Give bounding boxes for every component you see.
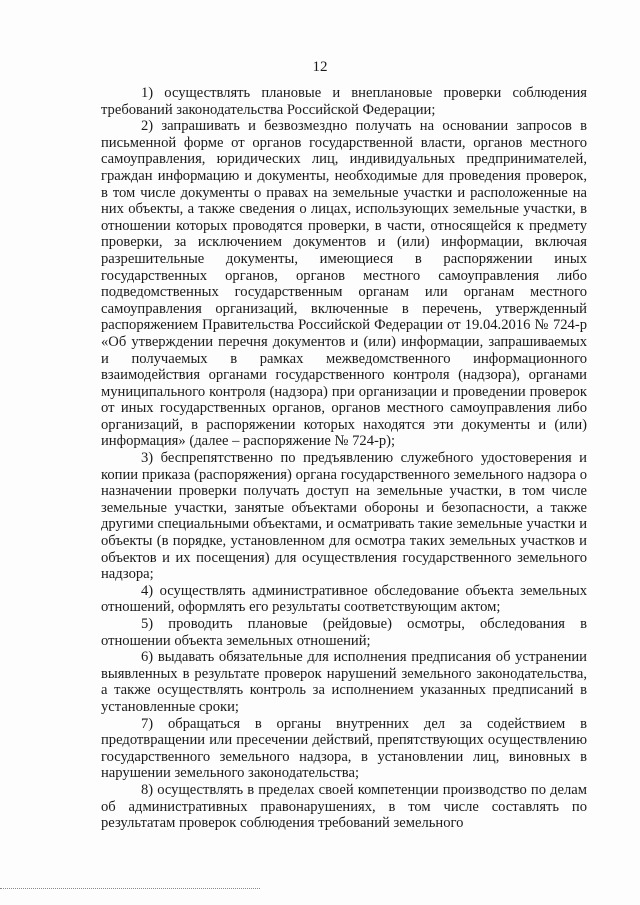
body-text [101,85,587,832]
paragraph-6: 6) выдавать обязательные для исполнения предписания об устранении выявленных в результате проверок нарушений земельного законодательства, а также осуществлять контроль за исполнением указанных предписаний в установленные сроки; [101,649,587,715]
paragraph-3: 3) беспрепятственно по предъявлению служебного удостоверения и копии приказа (распоряжения) органа государственного земельного надзора о назначении проверки получать доступ на земельные участки, в том числе земельные участки, занятые объектами обороны и безопасности, а также другими специальными объектами, и осматривать такие земельные участки и объекты (в порядке, установленном для осмотра таких земельных участков и объектов и их посещения) для осуществления государственного земельного надзора; [101,450,587,583]
paragraph-1: 1) осуществлять плановые и внеплановые проверки соблюдения требований законодательства Российской Федерации; [101,85,587,118]
paragraph-7: 7) обращаться в органы внутренних дел за содействием в предотвращении или пресечении действий, препятствующих осуществлению государственного земельного надзора, в установлении лиц, виновных в нарушении земельного законодательства; [101,715,587,782]
page-number: 12 [312,59,328,75]
paragraph-2: 2) запрашивать и безвозмездно получать на основании запросов в письменной форме от органов государственной власти, органов местного самоуправления, юридических лиц, индивидуальных предпринимателей, граждан информацию и документы, необходимые для проведения проверок, в том числе документы о правах на земельные участки и расположенные на них объекты, а также сведения о лицах, использующих земельные участки, в отношении которых проводятся проверки, в части, относящейся к предмету проверки, за исключением документов и (или) информации, включая разрешительные документы, имеющиеся в распоряжении иных государственных органов, органов местного самоуправления либо подведомственных государственным органам или органам местного самоуправления организаций, включенные в перечень, утвержденный распоряжением Правительства Российской Федерации от 19.04.2016 № 724-р «Об утверждении перечня документов и (или) информации, запрашиваемых и получаемых в рамках межведомственного информационного взаимодействия органами государственного контроля (надзора), органами муниципального контроля (надзора) при организации и проведении проверок от иных государственных органов, органов местного самоуправления либо организаций, в распоряжении которых находятся эти документы и (или) информация» (далее – распоряжение № 724-р); [101,118,587,450]
paragraph-8: 8) осуществлять в пределах своей компетенции производство по делам об административных правонарушениях, в том числе составлять по результатам проверок соблюдения требований земельного [101,781,587,832]
paragraph-5: 5) проводить плановые (рейдовые) осмотры, обследования в отношении объекта земельных отношений; [101,616,587,649]
paragraph-4: 4) осуществлять административное обследование объекта земельных отношений, оформлять его результаты соответствующим актом; [101,582,587,616]
scan-edge-rule [0,888,260,889]
